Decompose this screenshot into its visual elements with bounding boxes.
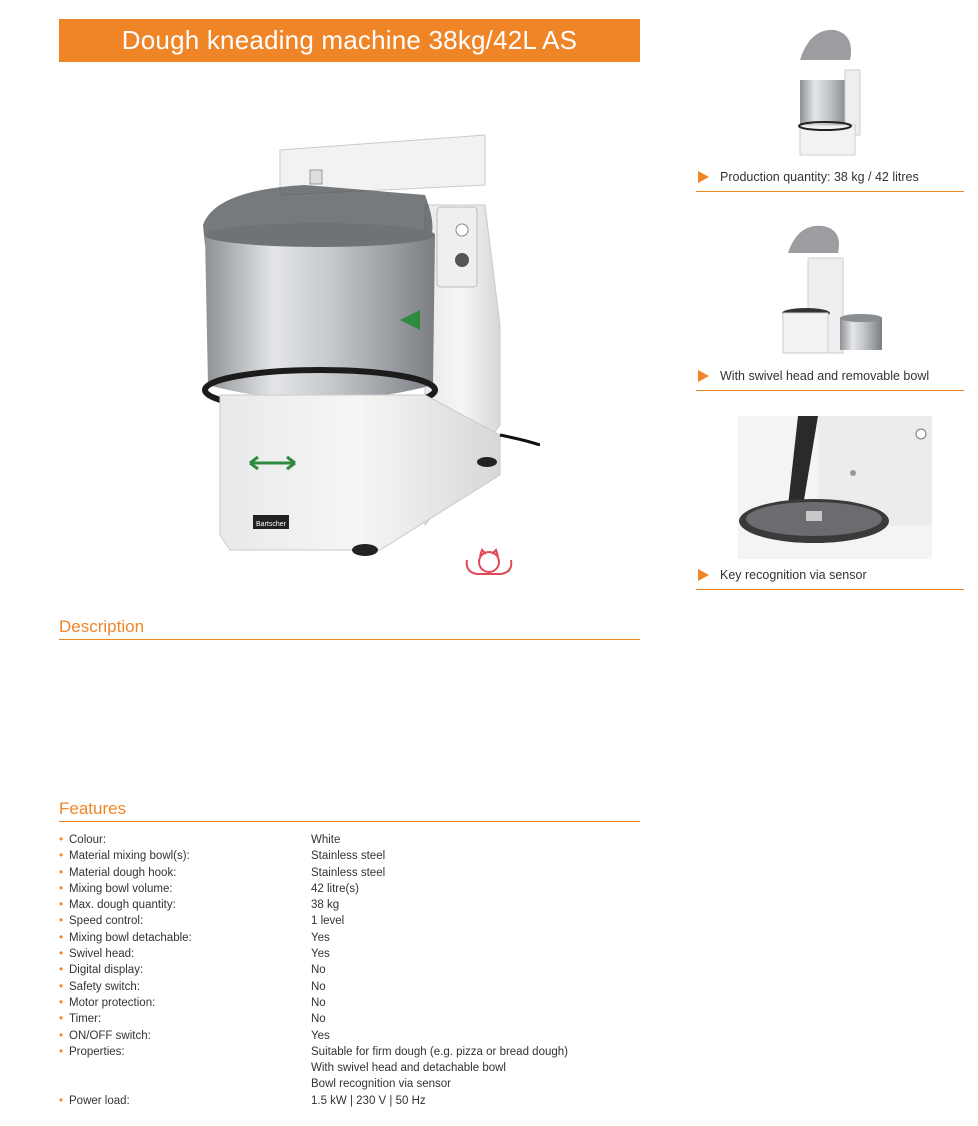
feature-row: • Colour: White bbox=[59, 834, 341, 846]
feature-row: • Digital display: No bbox=[59, 964, 326, 977]
feature-row: • Motor protection: No bbox=[59, 996, 326, 1009]
description-heading: Description bbox=[59, 617, 640, 640]
thumbnail-image-2[interactable] bbox=[778, 218, 890, 358]
main-product-image bbox=[155, 95, 540, 583]
thumbnail-image-1[interactable] bbox=[790, 20, 870, 160]
feature-row: • Speed control: 1 level bbox=[59, 915, 345, 928]
feature-row: • Mixing bowl volume: 42 litre(s) bbox=[59, 882, 359, 895]
features-list bbox=[59, 832, 640, 1109]
thumbnail-caption-2[interactable]: With swivel head and removable bowl bbox=[696, 369, 964, 391]
feature-row: • ON/OFF switch: Yes bbox=[59, 1029, 330, 1042]
title-bar bbox=[59, 19, 640, 62]
feature-row: • Material dough hook: Stainless steel bbox=[59, 866, 386, 879]
arrow-right-icon bbox=[698, 171, 709, 183]
thumbnail-caption-3[interactable]: Key recognition via sensor bbox=[696, 568, 964, 590]
feature-row: • Safety switch: No bbox=[59, 980, 326, 993]
page-title: Dough kneading machine 38kg/42L AS bbox=[121, 25, 578, 55]
thumbnail-caption-1[interactable]: Production quantity: 38 kg / 42 litres bbox=[696, 170, 964, 192]
feature-row: • Timer: No bbox=[59, 1013, 326, 1026]
arrow-right-icon bbox=[698, 370, 709, 382]
feature-row: • Mixing bowl detachable: Yes bbox=[59, 931, 330, 944]
feature-row: • Swivel head: Yes bbox=[59, 948, 330, 961]
thumbnail-image-3[interactable] bbox=[738, 416, 932, 559]
feature-row: • Properties: Suitable for firm dough (e.g. pizza or bread dough) With swivel head and detachable bowl Bowl recognition via sensor bbox=[59, 1045, 568, 1091]
arrow-right-icon bbox=[698, 569, 709, 581]
feature-row: • Power load: 1.5 kW | 230 V | 50 Hz bbox=[59, 1094, 426, 1107]
cat-watermark-icon bbox=[467, 550, 512, 574]
brand-logo: Bartscher bbox=[256, 521, 286, 528]
feature-row: • Material mixing bowl(s): Stainless steel bbox=[59, 850, 386, 863]
feature-row: • Max. dough quantity: 38 kg bbox=[59, 899, 340, 912]
features-heading: Features bbox=[59, 799, 640, 822]
